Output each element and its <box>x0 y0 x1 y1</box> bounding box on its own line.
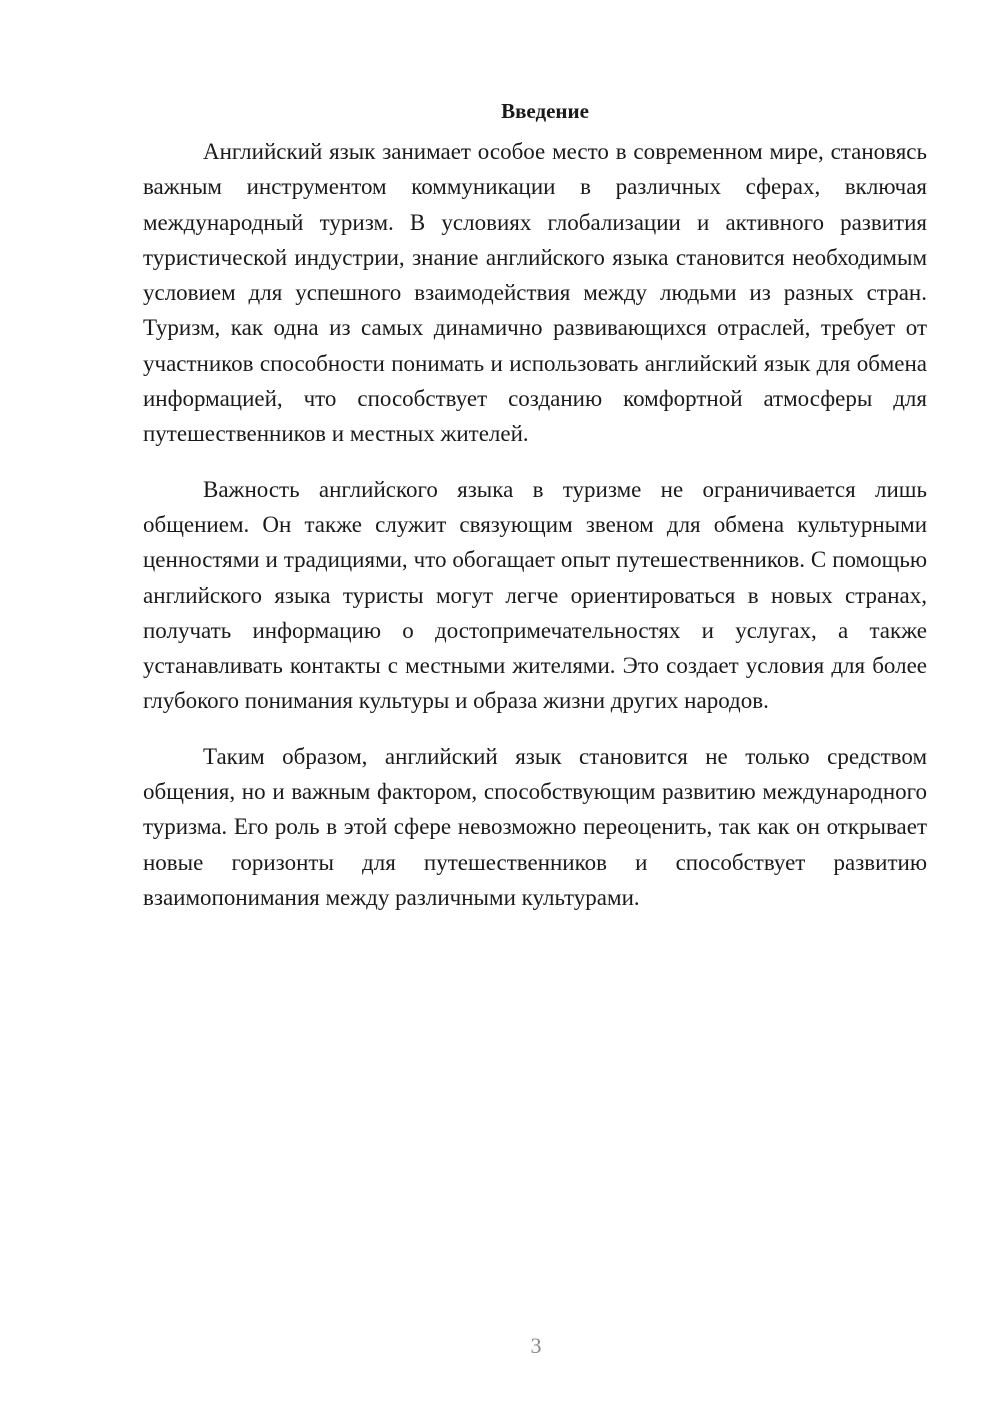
page-number: 3 <box>530 1333 542 1358</box>
paragraph-3: Таким образом, английский язык становится не только средством общения, но и важным фактором, способствующим развитию международного туризма. Его роль в этой сфере невозможно переоценить, так как он открывает новые горизонты для путешественников и способствует развитию взаимопонимания между различными культурами. <box>143 743 927 910</box>
paragraph-2: Важность английского языка в туризме не ограничивается лишь общением. Он также служит связующим звеном для обмена культурными ценностями и традициями, что обогащает опыт путешественников. С помощью английского языка туристы могут легче ориентироваться в новых странах, получать информацию о достопримечательностях и услугах, а также устанавливать контакты с местными жителями. Это создает условия для более глубокого понимания культуры и образа жизни других народов. <box>143 476 927 714</box>
section-title: Введение <box>501 99 589 123</box>
paragraph-1: Английский язык занимает особое место в современном мире, становясь важным инструментом коммуникации в различных сферах, включая международный туризм. В условиях глобализации и активного развития туристической индустрии, знание английского языка становится необходимым условием для успешного взаимодействия между людьми из разных стран. Туризм, как одна из самых динамично развивающихся отраслей, требует от участников способности понимать и использовать английский язык для обмена информацией, что способствует созданию комфортной атмосферы для путешественников и местных жителей. <box>143 139 927 447</box>
document-body <box>143 96 927 915</box>
